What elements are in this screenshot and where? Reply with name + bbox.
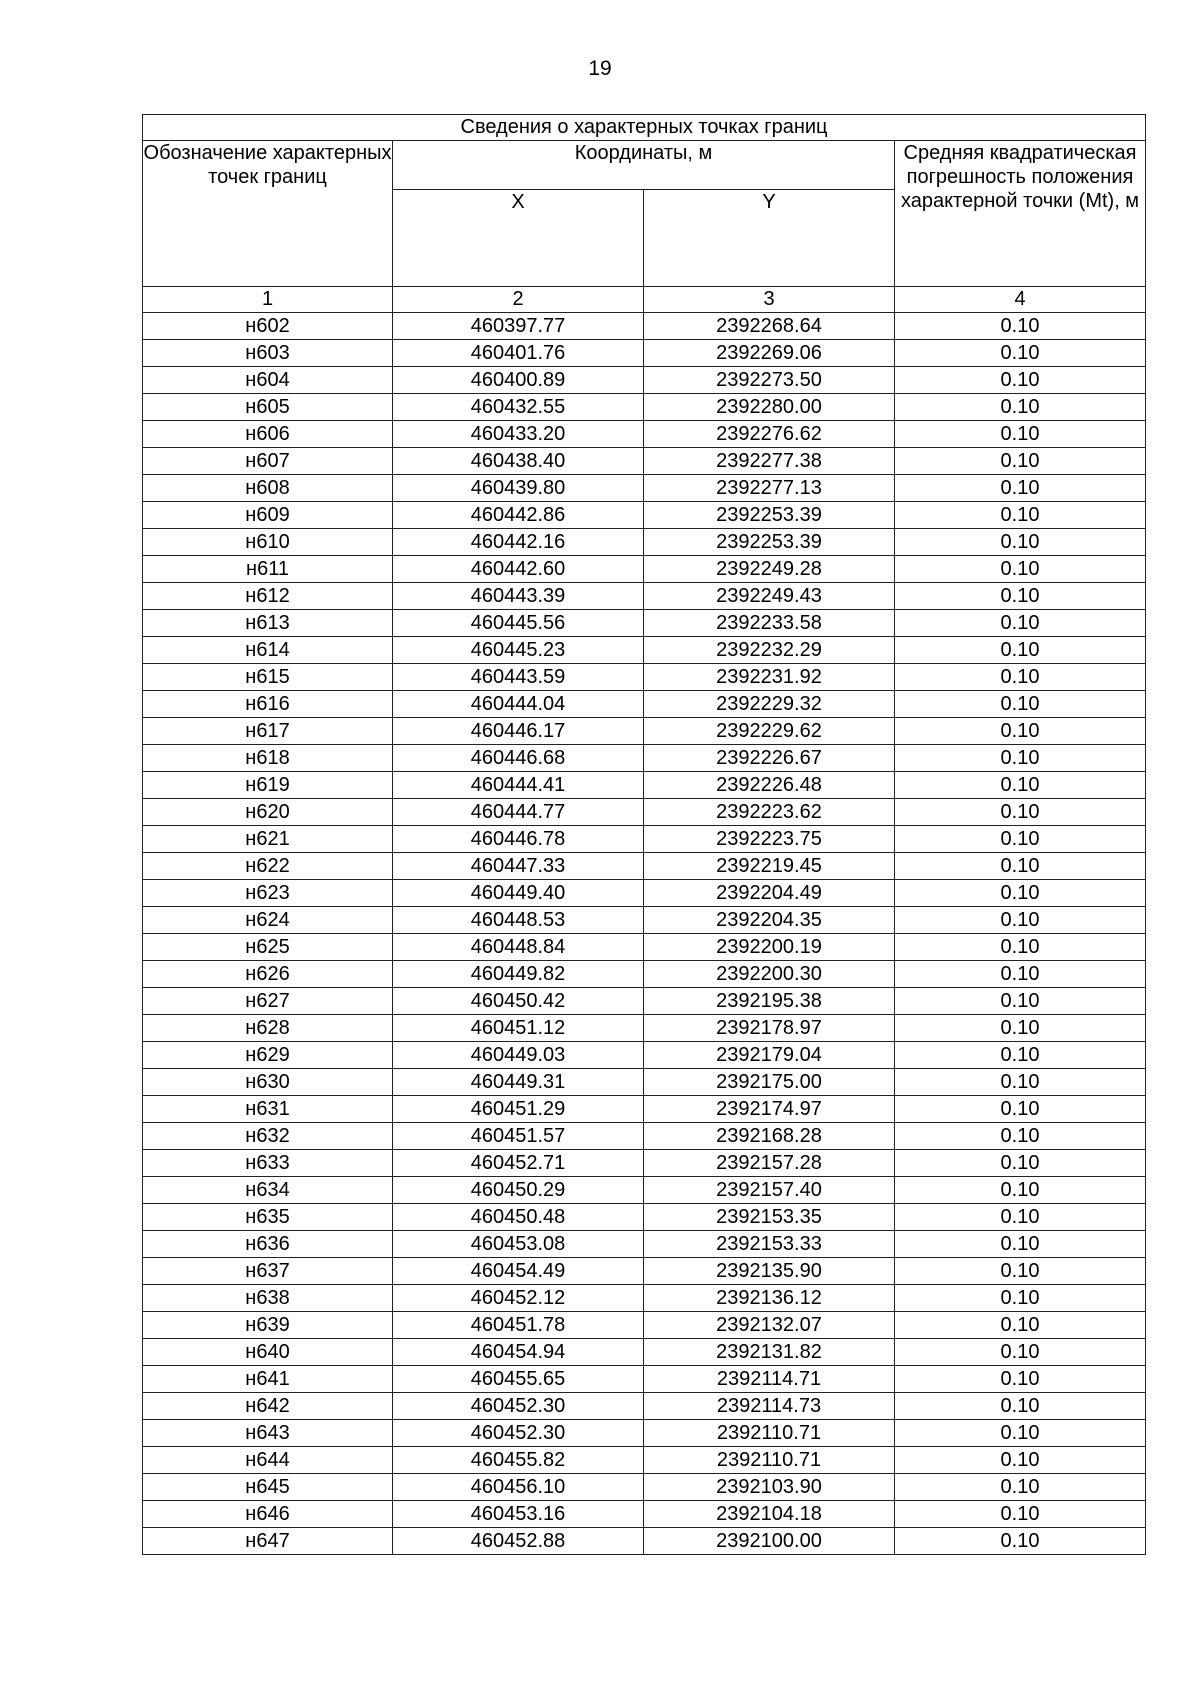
- point-id-cell: н619: [143, 772, 393, 799]
- point-id-cell: н637: [143, 1258, 393, 1285]
- point-id-cell: н638: [143, 1285, 393, 1312]
- x-coordinate-cell: 460444.04: [393, 691, 644, 718]
- x-coordinate-cell: 460454.49: [393, 1258, 644, 1285]
- y-coordinate-cell: 2392132.07: [644, 1312, 895, 1339]
- x-coordinate-cell: 460455.65: [393, 1366, 644, 1393]
- point-id-cell: н639: [143, 1312, 393, 1339]
- error-cell: 0.10: [895, 1042, 1146, 1069]
- error-cell: 0.10: [895, 1015, 1146, 1042]
- error-cell: 0.10: [895, 1231, 1146, 1258]
- x-coordinate-cell: 460452.30: [393, 1393, 644, 1420]
- table-row: [143, 502, 1146, 529]
- y-coordinate-cell: 2392277.38: [644, 448, 895, 475]
- point-id-cell: н618: [143, 745, 393, 772]
- error-cell: 0.10: [895, 448, 1146, 475]
- point-id-cell: н620: [143, 799, 393, 826]
- x-coordinate-cell: 460449.31: [393, 1069, 644, 1096]
- x-coordinate-cell: 460445.23: [393, 637, 644, 664]
- table-row: [143, 1096, 1146, 1123]
- x-coordinate-cell: 460450.42: [393, 988, 644, 1015]
- table-body: [143, 115, 1146, 1555]
- page-number: 19: [588, 57, 612, 80]
- table-row: [143, 1420, 1146, 1447]
- header-x: X: [393, 190, 644, 287]
- point-id-cell: н634: [143, 1177, 393, 1204]
- x-coordinate-cell: 460449.82: [393, 961, 644, 988]
- y-coordinate-cell: 2392153.35: [644, 1204, 895, 1231]
- table-row: [143, 772, 1146, 799]
- x-coordinate-cell: 460455.82: [393, 1447, 644, 1474]
- y-coordinate-cell: 2392114.73: [644, 1393, 895, 1420]
- error-cell: 0.10: [895, 610, 1146, 637]
- y-coordinate-cell: 2392114.71: [644, 1366, 895, 1393]
- y-coordinate-cell: 2392200.30: [644, 961, 895, 988]
- table-row: [143, 1447, 1146, 1474]
- error-cell: 0.10: [895, 880, 1146, 907]
- table-row: [143, 1258, 1146, 1285]
- table-row: [143, 934, 1146, 961]
- x-coordinate-cell: 460449.03: [393, 1042, 644, 1069]
- y-coordinate-cell: 2392233.58: [644, 610, 895, 637]
- error-cell: 0.10: [895, 475, 1146, 502]
- error-cell: 0.10: [895, 313, 1146, 340]
- point-id-cell: н622: [143, 853, 393, 880]
- error-cell: 0.10: [895, 1177, 1146, 1204]
- point-id-cell: н603: [143, 340, 393, 367]
- point-id-cell: н640: [143, 1339, 393, 1366]
- y-coordinate-cell: 2392104.18: [644, 1501, 895, 1528]
- x-coordinate-cell: 460443.59: [393, 664, 644, 691]
- y-coordinate-cell: 2392273.50: [644, 367, 895, 394]
- x-coordinate-cell: 460438.40: [393, 448, 644, 475]
- table-row: [143, 1474, 1146, 1501]
- table-row: [143, 313, 1146, 340]
- table-title: Сведения о характерных точках границ: [143, 115, 1146, 141]
- x-coordinate-cell: 460401.76: [393, 340, 644, 367]
- point-id-cell: н607: [143, 448, 393, 475]
- x-coordinate-cell: 460454.94: [393, 1339, 644, 1366]
- error-cell: 0.10: [895, 1501, 1146, 1528]
- y-coordinate-cell: 2392249.43: [644, 583, 895, 610]
- x-coordinate-cell: 460448.53: [393, 907, 644, 934]
- error-cell: 0.10: [895, 394, 1146, 421]
- y-coordinate-cell: 2392174.97: [644, 1096, 895, 1123]
- error-cell: 0.10: [895, 1258, 1146, 1285]
- x-coordinate-cell: 460400.89: [393, 367, 644, 394]
- column-number-1: 1: [143, 287, 393, 313]
- y-coordinate-cell: 2392253.39: [644, 529, 895, 556]
- header-point-designation: Обозначение характерных точек границ: [143, 141, 393, 287]
- y-coordinate-cell: 2392175.00: [644, 1069, 895, 1096]
- y-coordinate-cell: 2392269.06: [644, 340, 895, 367]
- error-cell: 0.10: [895, 961, 1146, 988]
- y-coordinate-cell: 2392280.00: [644, 394, 895, 421]
- x-coordinate-cell: 460446.68: [393, 745, 644, 772]
- table-row: [143, 1204, 1146, 1231]
- point-id-cell: н626: [143, 961, 393, 988]
- x-coordinate-cell: 460433.20: [393, 421, 644, 448]
- error-cell: 0.10: [895, 799, 1146, 826]
- point-id-cell: н625: [143, 934, 393, 961]
- header-mean-square-error: Средняя квадратическая погрешность положения характерной точки (Mt), м: [895, 141, 1146, 287]
- point-id-cell: н632: [143, 1123, 393, 1150]
- y-coordinate-cell: 2392110.71: [644, 1420, 895, 1447]
- error-cell: 0.10: [895, 1528, 1146, 1555]
- x-coordinate-cell: 460432.55: [393, 394, 644, 421]
- x-coordinate-cell: 460451.29: [393, 1096, 644, 1123]
- y-coordinate-cell: 2392136.12: [644, 1285, 895, 1312]
- table-row: [143, 1123, 1146, 1150]
- y-coordinate-cell: 2392103.90: [644, 1474, 895, 1501]
- error-cell: 0.10: [895, 583, 1146, 610]
- table-row: [143, 718, 1146, 745]
- table-row: [143, 1231, 1146, 1258]
- table-row: [143, 394, 1146, 421]
- table-row: [143, 583, 1146, 610]
- error-cell: 0.10: [895, 1150, 1146, 1177]
- table-row: [143, 1177, 1146, 1204]
- x-coordinate-cell: 460442.16: [393, 529, 644, 556]
- y-coordinate-cell: 2392100.00: [644, 1528, 895, 1555]
- y-coordinate-cell: 2392249.28: [644, 556, 895, 583]
- y-coordinate-cell: 2392195.38: [644, 988, 895, 1015]
- x-coordinate-cell: 460452.12: [393, 1285, 644, 1312]
- table-row: [143, 529, 1146, 556]
- table-row: [143, 1528, 1146, 1555]
- error-cell: 0.10: [895, 772, 1146, 799]
- error-cell: 0.10: [895, 1204, 1146, 1231]
- table-row: [143, 475, 1146, 502]
- point-id-cell: н633: [143, 1150, 393, 1177]
- x-coordinate-cell: 460450.29: [393, 1177, 644, 1204]
- table-row: [143, 1285, 1146, 1312]
- x-coordinate-cell: 460453.16: [393, 1501, 644, 1528]
- point-id-cell: н604: [143, 367, 393, 394]
- error-cell: 0.10: [895, 826, 1146, 853]
- x-coordinate-cell: 460451.12: [393, 1015, 644, 1042]
- x-coordinate-cell: 460439.80: [393, 475, 644, 502]
- x-coordinate-cell: 460445.56: [393, 610, 644, 637]
- table-row: [143, 907, 1146, 934]
- y-coordinate-cell: 2392168.28: [644, 1123, 895, 1150]
- column-number-4: 4: [895, 287, 1146, 313]
- error-cell: 0.10: [895, 1339, 1146, 1366]
- y-coordinate-cell: 2392223.62: [644, 799, 895, 826]
- column-number-row: [143, 287, 1146, 313]
- point-id-cell: н646: [143, 1501, 393, 1528]
- x-coordinate-cell: 460452.30: [393, 1420, 644, 1447]
- table-row: [143, 1393, 1146, 1420]
- error-cell: 0.10: [895, 907, 1146, 934]
- point-id-cell: н617: [143, 718, 393, 745]
- x-coordinate-cell: 460444.41: [393, 772, 644, 799]
- error-cell: 0.10: [895, 421, 1146, 448]
- header-y: Y: [644, 190, 895, 287]
- y-coordinate-cell: 2392178.97: [644, 1015, 895, 1042]
- error-cell: 0.10: [895, 664, 1146, 691]
- point-id-cell: н610: [143, 529, 393, 556]
- table-row: [143, 1042, 1146, 1069]
- table-row: [143, 691, 1146, 718]
- table-row: [143, 421, 1146, 448]
- table-row: [143, 745, 1146, 772]
- point-id-cell: н643: [143, 1420, 393, 1447]
- x-coordinate-cell: 460397.77: [393, 313, 644, 340]
- error-cell: 0.10: [895, 1096, 1146, 1123]
- error-cell: 0.10: [895, 1474, 1146, 1501]
- point-id-cell: н605: [143, 394, 393, 421]
- error-cell: 0.10: [895, 718, 1146, 745]
- point-id-cell: н611: [143, 556, 393, 583]
- table-row: [143, 448, 1146, 475]
- point-id-cell: н642: [143, 1393, 393, 1420]
- point-id-cell: н606: [143, 421, 393, 448]
- table-title-row: [143, 115, 1146, 141]
- table-row: [143, 1501, 1146, 1528]
- x-coordinate-cell: 460452.88: [393, 1528, 644, 1555]
- error-cell: 0.10: [895, 1123, 1146, 1150]
- error-cell: 0.10: [895, 934, 1146, 961]
- x-coordinate-cell: 460451.57: [393, 1123, 644, 1150]
- x-coordinate-cell: 460442.86: [393, 502, 644, 529]
- point-id-cell: н631: [143, 1096, 393, 1123]
- point-id-cell: н647: [143, 1528, 393, 1555]
- y-coordinate-cell: 2392135.90: [644, 1258, 895, 1285]
- point-id-cell: н627: [143, 988, 393, 1015]
- error-cell: 0.10: [895, 1420, 1146, 1447]
- x-coordinate-cell: 460443.39: [393, 583, 644, 610]
- point-id-cell: н645: [143, 1474, 393, 1501]
- header-coordinates: Координаты, м: [393, 141, 895, 190]
- boundary-points-table: [142, 114, 1146, 1555]
- y-coordinate-cell: 2392229.32: [644, 691, 895, 718]
- x-coordinate-cell: 460446.78: [393, 826, 644, 853]
- y-coordinate-cell: 2392232.29: [644, 637, 895, 664]
- point-id-cell: н616: [143, 691, 393, 718]
- error-cell: 0.10: [895, 502, 1146, 529]
- table-row: [143, 367, 1146, 394]
- table-row: [143, 556, 1146, 583]
- y-coordinate-cell: 2392226.67: [644, 745, 895, 772]
- table-row: [143, 799, 1146, 826]
- error-cell: 0.10: [895, 1069, 1146, 1096]
- column-number-3: 3: [644, 287, 895, 313]
- y-coordinate-cell: 2392179.04: [644, 1042, 895, 1069]
- table-row: [143, 1150, 1146, 1177]
- point-id-cell: н602: [143, 313, 393, 340]
- error-cell: 0.10: [895, 1312, 1146, 1339]
- y-coordinate-cell: 2392276.62: [644, 421, 895, 448]
- error-cell: 0.10: [895, 1366, 1146, 1393]
- table-row: [143, 880, 1146, 907]
- point-id-cell: н608: [143, 475, 393, 502]
- error-cell: 0.10: [895, 988, 1146, 1015]
- table-row: [143, 826, 1146, 853]
- y-coordinate-cell: 2392226.48: [644, 772, 895, 799]
- x-coordinate-cell: 460447.33: [393, 853, 644, 880]
- point-id-cell: н624: [143, 907, 393, 934]
- error-cell: 0.10: [895, 691, 1146, 718]
- table-row: [143, 961, 1146, 988]
- table-row: [143, 1312, 1146, 1339]
- y-coordinate-cell: 2392268.64: [644, 313, 895, 340]
- y-coordinate-cell: 2392131.82: [644, 1339, 895, 1366]
- error-cell: 0.10: [895, 853, 1146, 880]
- x-coordinate-cell: 460442.60: [393, 556, 644, 583]
- y-coordinate-cell: 2392110.71: [644, 1447, 895, 1474]
- y-coordinate-cell: 2392231.92: [644, 664, 895, 691]
- error-cell: 0.10: [895, 367, 1146, 394]
- point-id-cell: н614: [143, 637, 393, 664]
- error-cell: 0.10: [895, 1285, 1146, 1312]
- table-row: [143, 1366, 1146, 1393]
- point-id-cell: н628: [143, 1015, 393, 1042]
- point-id-cell: н612: [143, 583, 393, 610]
- x-coordinate-cell: 460446.17: [393, 718, 644, 745]
- point-id-cell: н630: [143, 1069, 393, 1096]
- error-cell: 0.10: [895, 556, 1146, 583]
- column-number-2: 2: [393, 287, 644, 313]
- table-row: [143, 853, 1146, 880]
- y-coordinate-cell: 2392157.40: [644, 1177, 895, 1204]
- table-row: [143, 637, 1146, 664]
- y-coordinate-cell: 2392153.33: [644, 1231, 895, 1258]
- x-coordinate-cell: 460453.08: [393, 1231, 644, 1258]
- y-coordinate-cell: 2392157.28: [644, 1150, 895, 1177]
- x-coordinate-cell: 460448.84: [393, 934, 644, 961]
- y-coordinate-cell: 2392277.13: [644, 475, 895, 502]
- point-id-cell: н629: [143, 1042, 393, 1069]
- error-cell: 0.10: [895, 1393, 1146, 1420]
- table-row: [143, 1069, 1146, 1096]
- y-coordinate-cell: 2392204.35: [644, 907, 895, 934]
- y-coordinate-cell: 2392219.45: [644, 853, 895, 880]
- point-id-cell: н621: [143, 826, 393, 853]
- error-cell: 0.10: [895, 745, 1146, 772]
- error-cell: 0.10: [895, 637, 1146, 664]
- y-coordinate-cell: 2392253.39: [644, 502, 895, 529]
- table-row: [143, 664, 1146, 691]
- x-coordinate-cell: 460450.48: [393, 1204, 644, 1231]
- y-coordinate-cell: 2392204.49: [644, 880, 895, 907]
- point-id-cell: н615: [143, 664, 393, 691]
- x-coordinate-cell: 460444.77: [393, 799, 644, 826]
- table-row: [143, 1015, 1146, 1042]
- table-row: [143, 1339, 1146, 1366]
- x-coordinate-cell: 460449.40: [393, 880, 644, 907]
- error-cell: 0.10: [895, 1447, 1146, 1474]
- y-coordinate-cell: 2392200.19: [644, 934, 895, 961]
- error-cell: 0.10: [895, 529, 1146, 556]
- point-id-cell: н609: [143, 502, 393, 529]
- point-id-cell: н635: [143, 1204, 393, 1231]
- x-coordinate-cell: 460456.10: [393, 1474, 644, 1501]
- point-id-cell: н644: [143, 1447, 393, 1474]
- x-coordinate-cell: 460451.78: [393, 1312, 644, 1339]
- y-coordinate-cell: 2392223.75: [644, 826, 895, 853]
- x-coordinate-cell: 460452.71: [393, 1150, 644, 1177]
- point-id-cell: н641: [143, 1366, 393, 1393]
- y-coordinate-cell: 2392229.62: [644, 718, 895, 745]
- point-id-cell: н623: [143, 880, 393, 907]
- table-row: [143, 610, 1146, 637]
- point-id-cell: н636: [143, 1231, 393, 1258]
- point-id-cell: н613: [143, 610, 393, 637]
- table-row: [143, 340, 1146, 367]
- table-row: [143, 988, 1146, 1015]
- header-row: [143, 141, 1146, 190]
- error-cell: 0.10: [895, 340, 1146, 367]
